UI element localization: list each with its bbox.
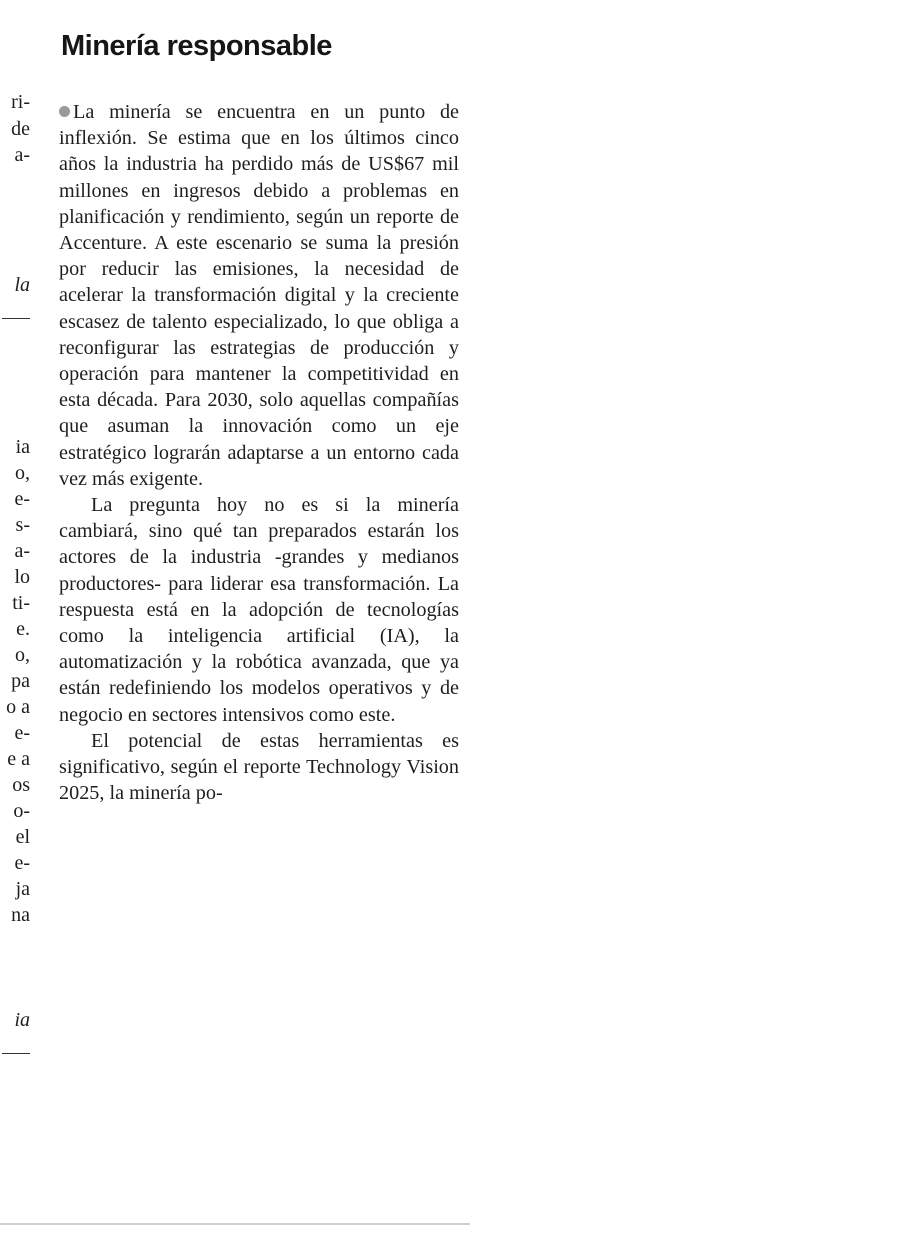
line-fragment: de	[11, 118, 30, 140]
line-fragment: el	[15, 826, 30, 848]
bullet-icon	[59, 106, 70, 117]
line-fragment: e.	[16, 618, 30, 640]
line-fragment: ja	[15, 878, 30, 900]
line-fragment: la	[14, 274, 30, 296]
line-fragment: a-	[14, 144, 30, 166]
article-headline: Minería responsable	[61, 30, 332, 62]
line-fragment: na	[11, 904, 30, 926]
line-fragment: o-	[13, 800, 30, 822]
line-fragment: ia	[15, 436, 30, 458]
line-fragment: ti-	[12, 592, 30, 614]
article-body	[59, 99, 459, 806]
line-fragment: e-	[14, 488, 30, 510]
line-fragment: ri-	[11, 91, 30, 113]
page-bottom-rule	[0, 1223, 470, 1225]
line-fragment: o,	[15, 462, 30, 484]
article-paragraph	[59, 99, 459, 492]
line-fragment: e-	[14, 852, 30, 874]
line-fragment: e a	[7, 748, 30, 770]
line-fragment: s-	[15, 514, 30, 536]
line-fragment: ia	[14, 1009, 30, 1031]
line-fragment: o,	[15, 644, 30, 666]
column-rule	[2, 1053, 30, 1054]
line-fragment: lo	[14, 566, 30, 588]
paragraph-text: La minería se encuentra en un punto de inflexión. Se estima que en los últimos cinco años la industria ha perdido más de US$67 mil millones en ingresos debido a problemas en planificación y rendimiento, según un reporte de Accenture. A este escenario se suma la presión por reducir las emisiones, la necesidad de acelerar la transformación digital y la creciente escasez de talento especializado, lo que obliga a reconfigurar las estrategias de producción y operación para mantener la competitividad en esta década. Para 2030, solo aquellas compañías que asuman la innovación como un eje estratégico lograrán adaptarse a un entorno cada vez más exigente.	[59, 101, 459, 490]
article-paragraph: El potencial de estas herramientas es significativo, según el reporte Technology Vision 2025, la minería po-	[59, 729, 459, 805]
line-fragment: pa	[11, 670, 30, 692]
article-paragraph: La pregunta hoy no es si la minería cambiará, sino qué tan preparados estarán los actores de la industria -grandes y medianos productores- para liderar esa transformación. La respuesta está en la adopción de tecnologías como la inteligencia artificial (IA), la automatización y la robótica avanzada, que ya están redefiniendo los modelos operativos y de negocio en sectores intensivos como este.	[59, 494, 459, 726]
line-fragment: e-	[14, 722, 30, 744]
line-fragment: o a	[6, 696, 30, 718]
column-rule	[2, 318, 30, 319]
line-fragment: a-	[14, 540, 30, 562]
line-fragment: os	[12, 774, 30, 796]
